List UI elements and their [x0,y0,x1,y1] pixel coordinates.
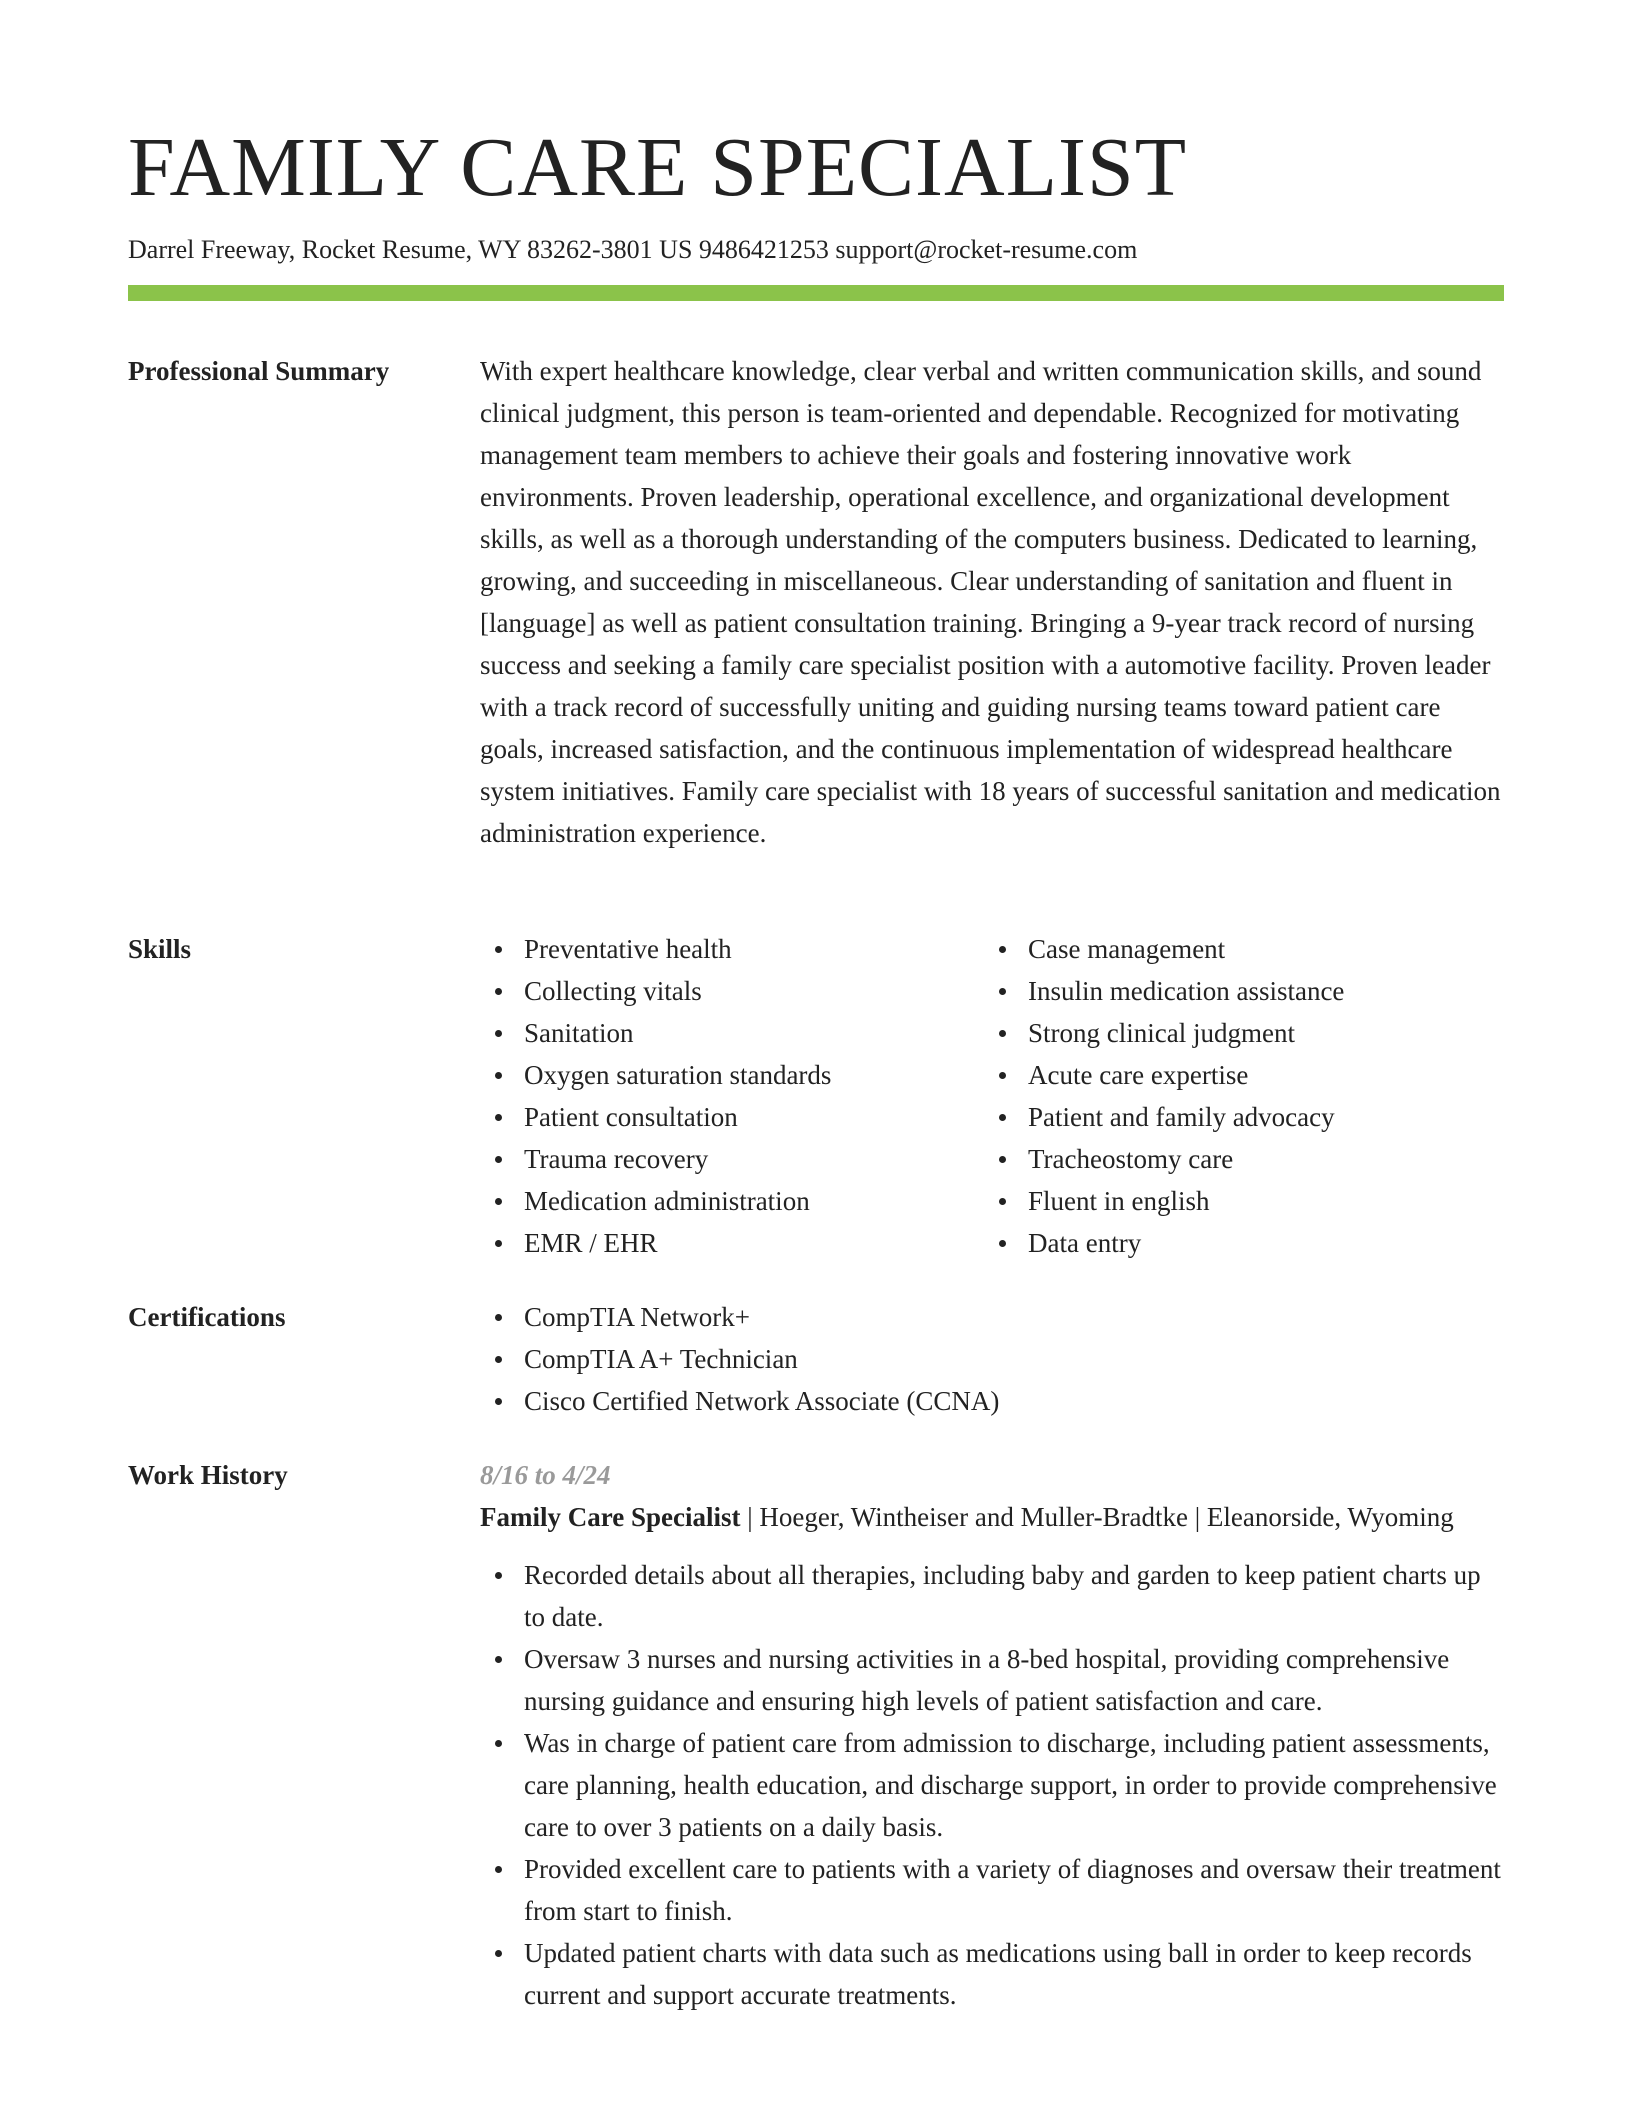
skills-list-left [480,928,984,1264]
skill-item: Collecting vitals [480,970,984,1012]
job-dates: 8/16 to 4/24 [480,1460,611,1490]
resume-name-heading: FAMILY CARE SPECIALIST [128,121,1187,214]
skill-item: Patient and family advocacy [984,1096,1488,1138]
job-duty-item: Recorded details about all therapies, including baby and garden to keep patient charts up to date. [480,1554,1504,1638]
certification-item: Cisco Certified Network Associate (CCNA) [480,1380,1504,1422]
skill-item: Patient consultation [480,1096,984,1138]
skills-list-right [984,928,1488,1264]
skill-item: Strong clinical judgment [984,1012,1488,1054]
job-title: Family Care Specialist [480,1502,741,1532]
certifications-body [480,1296,1504,1422]
section-title-summary: Professional Summary [128,356,390,386]
skill-item: Insulin medication assistance [984,970,1488,1012]
skill-item: Oxygen saturation standards [480,1054,984,1096]
job-duties-list [480,1554,1504,2016]
job-heading [480,1496,1504,1538]
skill-item: Acute care expertise [984,1054,1488,1096]
skill-item: Tracheostomy care [984,1138,1488,1180]
skill-item: Case management [984,928,1488,970]
skill-item: Fluent in english [984,1180,1488,1222]
certification-item: CompTIA Network+ [480,1296,1504,1338]
skills-grid [480,928,1504,1264]
certifications-list [480,1296,1504,1422]
section-title-certifications: Certifications [128,1302,286,1332]
section-title-work-history: Work History [128,1460,288,1490]
skill-item: EMR / EHR [480,1222,984,1264]
work-history-body [480,1454,1504,2016]
job-duty-item: Provided excellent care to patients with a variety of diagnoses and oversaw their treatment from start to finish. [480,1848,1504,1932]
skill-item: Sanitation [480,1012,984,1054]
job-duty-item: Oversaw 3 nurses and nursing activities in a 8-bed hospital, providing comprehensive nursing guidance and ensuring high levels of patient satisfaction and care. [480,1638,1504,1722]
job-duty-item: Updated patient charts with data such as medications using ball in order to keep records current and support accurate treatments. [480,1932,1504,2016]
section-title-skills: Skills [128,934,192,964]
skill-item: Medication administration [480,1180,984,1222]
skill-item: Preventative health [480,928,984,970]
skill-item: Trauma recovery [480,1138,984,1180]
job-duty-item: Was in charge of patient care from admission to discharge, including patient assessments, care planning, health education, and discharge support, in order to provide comprehensive care to over 3 patients on a daily basis. [480,1722,1504,1848]
accent-divider [128,285,1504,301]
summary-body [480,350,1504,854]
summary-text: With expert healthcare knowledge, clear verbal and written communication skills, and sound clinical judgment, this person is team-oriented and dependable. Recognized for motivating management team members to achieve their goals and fostering innovative work environments. Proven leadership, operational excellence, and organizational development skills, as well as a thorough understanding of the computers business. Dedicated to learning, growing, and succeeding in miscellaneous. Clear understanding of sanitation and fluent in [language] as well as patient consultation training. Bringing a 9-year track record of nursing success and seeking a family care specialist position with a automotive facility. Proven leader with a track record of successfully uniting and guiding nursing teams toward patient care goals, increased satisfaction, and the continuous implementation of widespread healthcare system initiatives. Family care specialist with 18 years of successful sanitation and medication administration experience. [480,356,1501,848]
contact-line: Darrel Freeway, Rocket Resume, WY 83262-3801 US 9486421253 support@rocket-resume.com [128,235,1138,264]
job-employer-location: | Hoeger, Wintheiser and Muller-Bradtke | Eleanorside, Wyoming [740,1502,1454,1532]
skill-item: Data entry [984,1222,1488,1264]
certification-item: CompTIA A+ Technician [480,1338,1504,1380]
